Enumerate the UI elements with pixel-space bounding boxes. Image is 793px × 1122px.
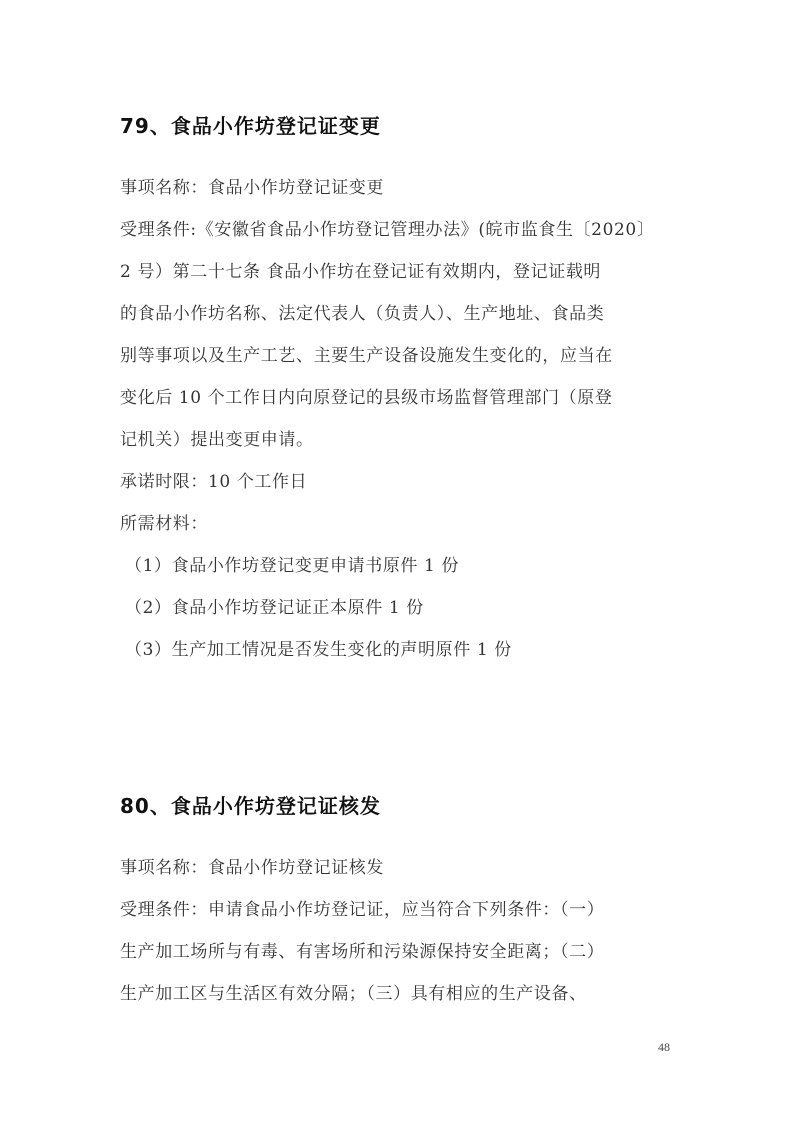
section-79-material-item: （1）食品小作坊登记变更申请书原件 1 份 bbox=[125, 556, 460, 576]
section-79-condition-line: 变化后 10 个工作日内向原登记的县级市场监督管理部门（原登 bbox=[120, 388, 613, 408]
section-79-condition-line: 2 号）第二十七条 食品小作坊在登记证有效期内，登记证载明 bbox=[120, 262, 602, 282]
section-79-item-name: 事项名称：食品小作坊登记证变更 bbox=[120, 178, 384, 198]
section-79-condition-line: 别等事项以及生产工艺、主要生产设备设施发生变化的，应当在 bbox=[120, 346, 613, 366]
section-80-condition-line: 受理条件：申请食品小作坊登记证，应当符合下列条件：（一） bbox=[120, 900, 605, 920]
section-79-material-item: （3）生产加工情况是否发生变化的声明原件 1 份 bbox=[125, 640, 512, 660]
section-79-heading: 79、食品小作坊登记证变更 bbox=[120, 114, 381, 138]
page-number: 48 bbox=[658, 1040, 670, 1054]
section-80-condition-line: 生产加工场所与有毒、有害场所和污染源保持安全距离；（二） bbox=[120, 942, 605, 962]
section-80-item-name: 事项名称：食品小作坊登记证核发 bbox=[120, 858, 384, 878]
section-79-time-limit: 承诺时限：10 个工作日 bbox=[120, 472, 308, 492]
section-80-heading: 80、食品小作坊登记证核发 bbox=[120, 794, 381, 818]
section-79-condition-line: 记机关）提出变更申请。 bbox=[120, 430, 314, 450]
section-79-material-item: （2）食品小作坊登记证正本原件 1 份 bbox=[125, 598, 424, 618]
section-79-condition-line: 的食品小作坊名称、法定代表人（负责人）、生产地址、食品类 bbox=[120, 304, 605, 324]
section-79-condition-line: 受理条件:《安徽省食品小作坊登记管理办法》(皖市监食生〔2020〕 bbox=[120, 220, 655, 240]
section-79-materials-label: 所需材料： bbox=[120, 514, 208, 534]
section-80-condition-line: 生产加工区与生活区有效分隔；（三）具有相应的生产设备、 bbox=[120, 984, 587, 1004]
